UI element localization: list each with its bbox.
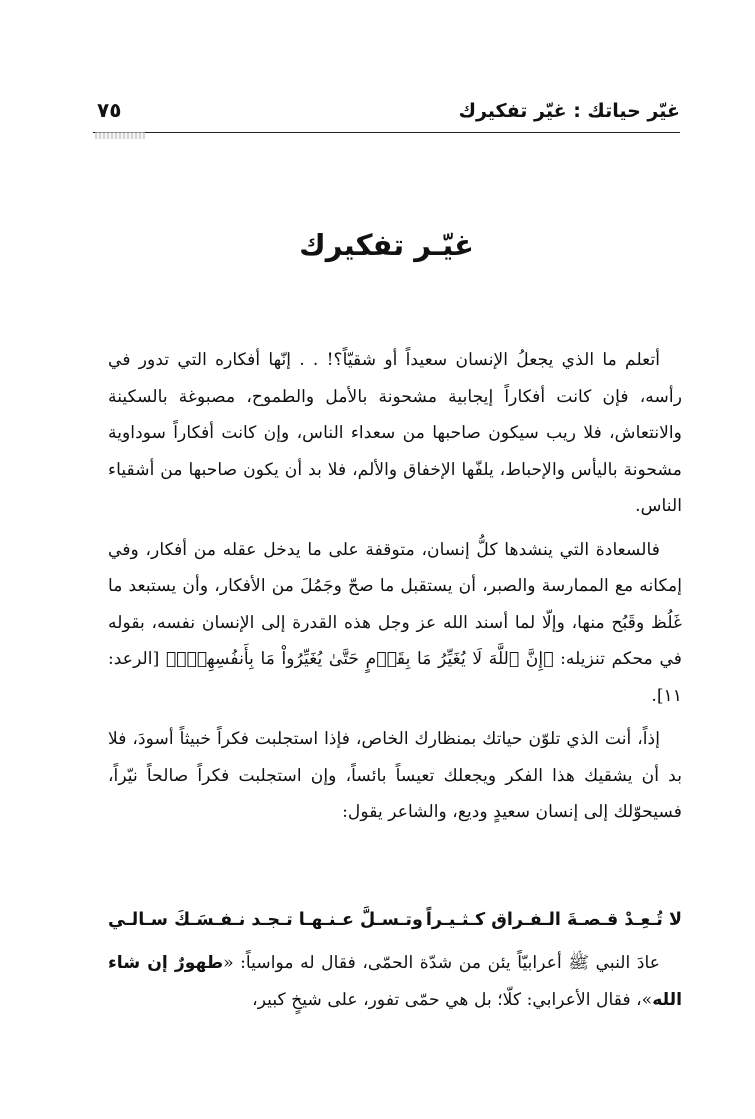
chapter-title: غيّـر تفكيرك	[299, 228, 474, 262]
verse-hemistich-2: وتـسـلَّ عـنـهـا تـجـد نـفـسَـكَ سـالـي	[108, 910, 423, 930]
running-header	[93, 96, 680, 133]
page-number: ٧٥	[97, 98, 122, 122]
paragraph-4-rest: »، فقال الأعرابي: كلّا؛ بل هي حمّى تفور، على شيخٍ كبير،	[252, 989, 653, 1010]
running-title: غيّر حياتك : غيّر تفكيرك	[458, 100, 680, 122]
paragraph-2: فالسعادة التي ينشدها كلُّ إنسان، متوقفة على ما يدخل عقله من أفكار، وفي إمكانه مع الممارسة والصبر، أن يستقبل ما صحّ وجَمُلَ من الأفكار، وأن يستبعد ما غَلُظ وقَبُح منها، وإلّا لما أسند الله عز وجل هذه القدرة إلى الإنسان نفسه، بقوله في محكم تنزيله: ﴿إِنَّ ٱللَّهَ لَا يُغَيِّرُ مَا بِقَوۡمٍ حَتَّىٰ يُغَيِّرُواْ مَا بِأَنفُسِهِمۡۗ﴾ [الرعد: ١١].	[108, 539, 682, 706]
scan-artifact	[95, 132, 145, 139]
paragraph-4-lead: عادَ النبي ﷺ أعرابيّاً يئن من شدّة الحمّى، فقال له مواسياً: «	[223, 953, 660, 973]
paragraph-3: إذاً، أنت الذي تلوّن حياتك بمنظارك الخاص، فإذا استجلبت فكراً خبيثاً أسودَ، فلا بد أن يشقيك هذا الفكر ويجعلك تعيساً بائساً، وإن استجلبت فكراً صالحاً نيّراً، فسيحوّلك إلى إنسان سعيدٍ وديع، والشاعر يقول:	[108, 729, 682, 822]
verse-hemistich-1: لا تُـعِـدْ قـصـةَ الـفـراق كـثـيـراً	[425, 910, 682, 930]
paragraph-1: أتعلم ما الذي يجعلُ الإنسان سعيداً أو شقيّاً؟! . . إنّها أفكاره التي تدور في رأسه، فإن كانت أفكاراً إيجابية مشحونة بالأمل والطموح، مصبوغة بالسكينة والانتعاش، فلا ريب سيكون صاحبها من سعداء الناس، وإن كانت أفكاراً سوداوية مشحونة باليأس والإحباط، يلفّها الإخفاق والألم، فلا بد أن يكون صاحبها من أشقياء الناس.	[108, 350, 682, 516]
body-text	[108, 342, 682, 838]
paragraph-4-text	[108, 945, 682, 1018]
paragraph-4	[108, 945, 682, 1018]
poem-verse	[108, 902, 682, 938]
hadith-quote: طهورٌ إن شاء الله	[108, 953, 682, 1010]
